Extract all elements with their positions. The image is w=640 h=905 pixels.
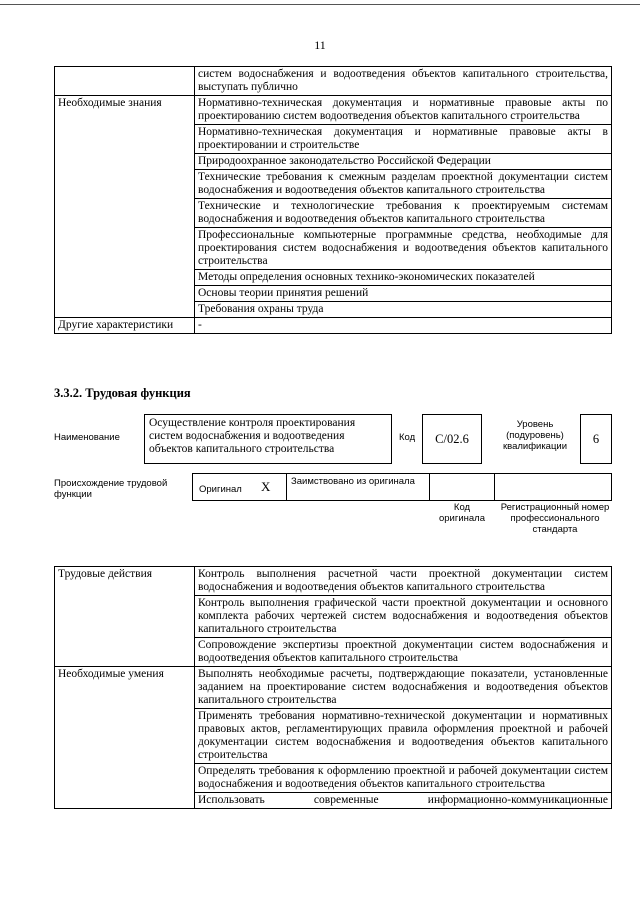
origin-label: Происхождение трудовой функции: [54, 478, 168, 500]
borrowed-label: Заимствовано из оригинала: [291, 476, 415, 487]
knowledge-item: Нормативно-техническая документация и нормативные правовые акты по проектированию систем водоотведения объектов капитального строительства: [195, 96, 612, 125]
other-value: -: [195, 318, 612, 334]
origin-divider: [286, 474, 287, 500]
reg-number-caption: Регистрационный номер профессионального стандарта: [500, 502, 610, 535]
action-item: Контроль выполнения графической части проектной документации и основного комплекта рабочих чертежей систем водоснабжения и водоотведения объектов капитального строительства: [195, 596, 612, 638]
table-row: [55, 567, 612, 596]
section-title: 3.3.2. Трудовая функция: [54, 386, 191, 400]
origin-divider: [494, 474, 495, 500]
knowledge-item: Технические требования к смежным разделам проектной документации систем водоснабжения и водоотведения объектов капитального строительства: [195, 170, 612, 199]
knowledge-table: [54, 66, 612, 334]
row-label-actions: Трудовые действия: [55, 567, 195, 667]
row-text: систем водоснабжения и водоотведения объектов капитального строительства, выступать публично: [195, 67, 612, 96]
skill-item: Определять требования к оформлению проектной и рабочей документации систем водоснабжения и водоотведения объектов капитального строительства: [195, 764, 612, 793]
knowledge-item: Основы теории принятия решений: [195, 286, 612, 302]
knowledge-item: Требования охраны труда: [195, 302, 612, 318]
origin-divider: [429, 474, 430, 500]
original-mark: X: [261, 479, 271, 494]
knowledge-item: Методы определения основных технико-экономических показателей: [195, 270, 612, 286]
row-label-knowledge: Необходимые знания: [55, 96, 195, 318]
actions-table: [54, 566, 612, 809]
row-label-other: Другие характеристики: [55, 318, 195, 334]
row-label: [55, 67, 195, 96]
table-row: [55, 667, 612, 709]
knowledge-item: Технические и технологические требования к проектируемым системам водоснабжения и водоотведения объектов капитального строительства: [195, 199, 612, 228]
knowledge-item: Профессиональные компьютерные программные средства, необходимые для проектирования систем водоснабжения и водоотведения объектов капитального строительства: [195, 228, 612, 270]
table-row: [55, 96, 612, 125]
level-label: Уровень (подуровень) квалификации: [502, 419, 568, 452]
skill-item: Использовать современные информационно-коммуникационные: [195, 793, 612, 809]
code-value-box: C/02.6: [422, 414, 482, 464]
skill-item: Выполнять необходимые расчеты, подтверждающие показатели, установленные заданием на проектирование систем водоснабжения и водоотведения объектов капитального строительства: [195, 667, 612, 709]
origin-table: [192, 473, 612, 501]
code-original-caption: Код оригинала: [438, 502, 485, 524]
row-label-skills: Необходимые умения: [55, 667, 195, 809]
original-label: Оригинал: [199, 484, 242, 495]
action-item: Контроль выполнения расчетной части проектной документации систем водоснабжения и водоотведения объектов капитального строительства: [195, 567, 612, 596]
level-value-box: 6: [580, 414, 612, 464]
name-label: Наименование: [54, 432, 120, 443]
top-border-line: [0, 4, 640, 5]
table-row: [55, 67, 612, 96]
function-name-box: Осуществление контроля проектирования систем водоснабжения и водоотведения объектов капитального строительства: [144, 414, 392, 464]
code-label: Код: [399, 432, 416, 443]
page-number: 11: [314, 38, 326, 52]
knowledge-item: Нормативно-техническая документация и нормативные правовые акты в проектировании и строительстве: [195, 125, 612, 154]
table-row: [55, 318, 612, 334]
skill-item: Применять требования нормативно-технической документации и нормативных правовых актов, регламентирующих правила оформления проектной и рабочей документации систем водоснабжения и водоотведения объектов капитального строительства: [195, 709, 612, 764]
action-item: Сопровождение экспертизы проектной документации систем водоснабжения и водоотведения объектов капитального строительства: [195, 638, 612, 667]
knowledge-item: Природоохранное законодательство Российской Федерации: [195, 154, 612, 170]
